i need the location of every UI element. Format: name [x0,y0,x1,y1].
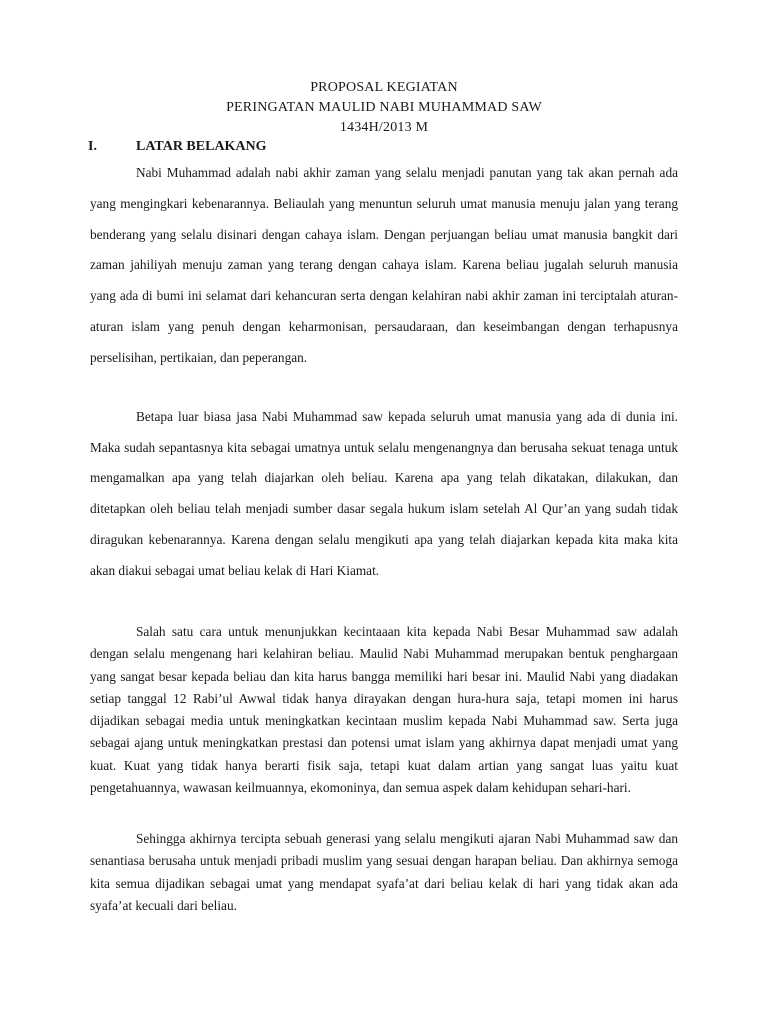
section-title: LATAR BELAKANG [136,139,267,154]
paragraph-4: Sehingga akhirnya tercipta sebuah generasi yang selalu mengikuti ajaran Nabi Muhammad saw dan senantiasa berusaha untuk menjadi pribadi muslim yang sesuai dengan harapan beliau. Dan akhirnya semoga kita semua dijadikan sebagai umat yang mendapat syafa’at dari beliau kelak di hari yang tidak akan ada syafa’at kecuali dari beliau. [90,831,678,913]
event-title: PERINGATAN MAULID NABI MUHAMMAD SAW [226,100,542,115]
paragraph-3: Salah satu cara untuk menunjukkan kecintaaan kita kepada Nabi Besar Muhammad saw adalah dengan selalu mengenang hari kelahiran beliau. Maulid Nabi Muhammad merupakan bentuk penghargaan yang sangat besar kepada beliau dan kita harus bangga memiliki hari besar ini. Maulid Nabi yang diadakan setiap tanggal 12 Rabi’ul Awwal tidak hanya dirayakan dengan hura-hura saja, tetapi momen ini harus dijadikan sebagai media untuk meningkatkan kecintaan muslim kepada Nabi Muhammad saw. Serta juga sebagai ajang untuk meningkatkan prestasi dan potensi umat islam yang akhirnya dapat menjadi umat yang kuat. Kuat yang tidak hanya berarti fisik saja, tetapi kuat dalam artian yang sangat luas yaitu kuat pengetahuannya, wawasan keilmuannya, ekomoninya, dan semua aspek dalam kehidupan sehari-hari. [90,624,678,796]
paragraph-1: Nabi Muhammad adalah nabi akhir zaman yang selalu menjadi panutan yang tak akan pernah ada yang mengingkari kebenarannya. Beliaulah yang menuntun seluruh umat manusia menuju jalan yang terang benderang yang selalu disinari dengan cahaya islam. Dengan perjuangan beliau umat manusia bangkit dari zaman jahiliyah menuju zaman yang terang dengan cahaya islam. Karena beliau jugalah seluruh manusia yang ada di bumi ini selamat dari kehancuran serta dengan kelahiran nabi akhir zaman ini terciptalah aturan-aturan islam yang penuh dengan keharmonisan, persaudaraan, dan keseimbangan dengan terhapusnya perselisihan, pertikaian, dan peperangan. [90,165,678,365]
paragraph-2: Betapa luar biasa jasa Nabi Muhammad saw kepada seluruh umat manusia yang ada di dunia ini. Maka sudah sepantasnya kita sebagai umatnya untuk selalu mengenangnya dan berusaha sekuat tenaga untuk mengamalkan apa yang telah diajarkan oleh beliau. Karena apa yang telah dikatakan, dilakukan, dan ditetapkan oleh beliau telah menjadi sumber dasar segala hukum islam setelah Al Qur’an yang sudah tidak diragukan kebenarannya. Karena dengan selalu mengikuti apa yang telah diajarkan kepada kita maka kita akan diakui sebagai umat beliau kelak di Hari Kiamat. [90,409,678,578]
proposal-title: PROPOSAL KEGIATAN [310,80,458,95]
event-year: 1434H/2013 M [339,120,429,135]
section-number: I. [88,139,97,154]
section-heading [88,139,267,155]
